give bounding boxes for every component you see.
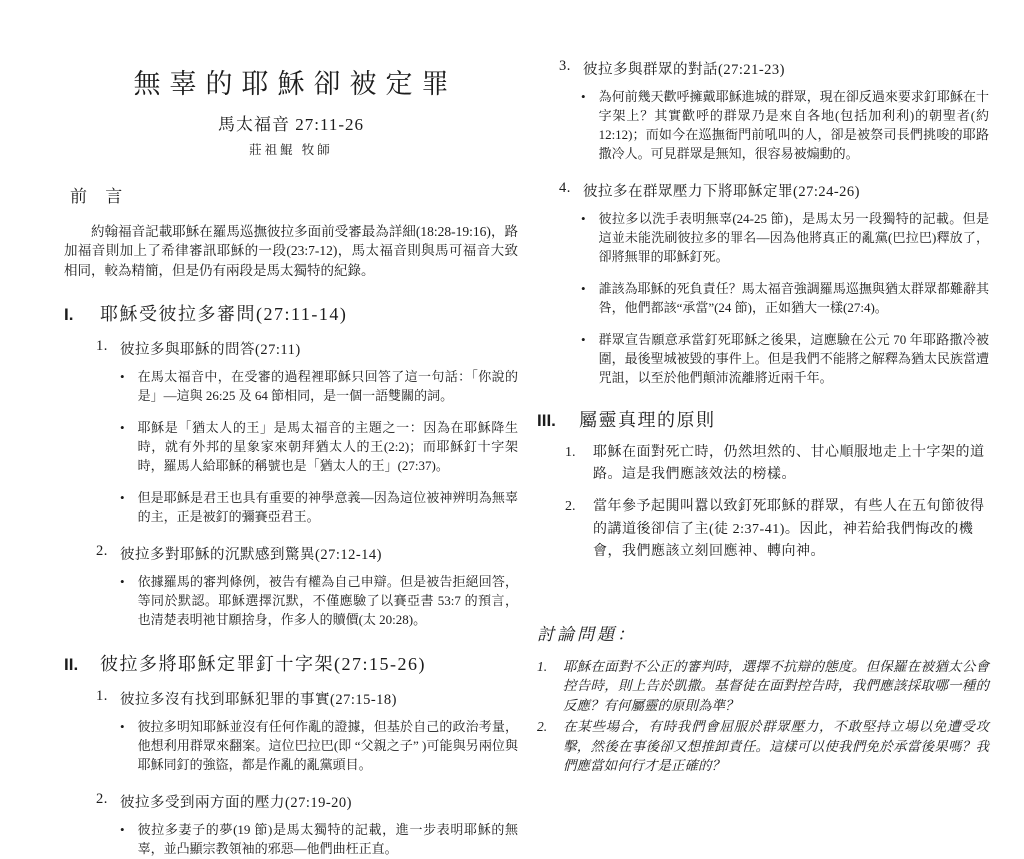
bullet-text: • 彼拉多明知耶穌並沒有任何作亂的證據，但基於自己的政治考量，他想利用群眾來翻案。這位巴拉巴(即 “父親之子” )可能與另兩位與耶穌同釘的強盜，都是作亂的亂黨頭目。 [137, 719, 518, 772]
bullet-item [120, 489, 518, 527]
outline-item-2-2 [96, 791, 518, 859]
bullet-text: • 誰該為耶穌的死負責任？馬太福音強調羅馬巡撫與猶太群眾都難辭其咎，他們都該“承當”(24 節)，正如猶大一樣(27:4)。 [598, 280, 989, 315]
section-1-title: 耶穌受彼拉多審問(27:11-14) [100, 304, 348, 325]
item-title: 彼拉多在群眾壓力下將耶穌定罪(27:24-26) [583, 183, 861, 200]
left-column [64, 62, 518, 859]
bullet-item [581, 88, 989, 164]
item-heading [559, 58, 989, 79]
bullet-text: • 但是耶穌是君王也具有重要的神學意義—因為這位被神辨明為無辜的主，正是被釘的彌賽亞君王。 [137, 490, 518, 525]
item-heading [96, 543, 518, 564]
item-number: 1. [96, 688, 108, 704]
outline-item-2-1 [96, 688, 518, 775]
principle-text: 當年參予起閧叫囂以致釘死耶穌的群眾，有些人在五旬節彼得的講道後卻信了主(徒 2:37-41)。因此，神若給我們悔改的機會，我們應該立刻回應神、轉向神。 [593, 499, 985, 560]
section-2-title: 彼拉多將耶穌定罪釘十字架(27:15-26) [100, 654, 426, 674]
outline-item-1-2 [96, 543, 518, 630]
preface-paragraph: 約翰福音記載耶穌在羅馬巡撫彼拉多面前受審最為詳細(18:28-19:16)，路加福音則加上了希律審訊耶穌的一段(23:7-12)，馬太福音則與馬可福音大致相同，較為精簡，但是仍有兩段是馬太獨特的紀錄。 [64, 224, 518, 278]
bullet-item [581, 280, 989, 318]
section-2-continued [537, 58, 989, 388]
right-column [537, 58, 989, 776]
discussion-heading: 討論問題： [537, 624, 637, 644]
bullet-text: • 彼拉多以洗手表明無辜(24-25 節)，是馬太另一段獨特的記載。但是這並未能洗刷彼拉多的罪名—因為他將真正的亂黨(巴拉巴)釋放了，卻將無罪的耶穌釘死。 [598, 210, 989, 264]
question-number: 1. [537, 658, 548, 674]
question-text: 在某些場合，有時我們會屈服於群眾壓力，不敢堅持立場以免遭受攻擊，然後在事後卻又想推卸責任。這樣可以使我們免於承當後果嗎？我們應當如何行才是正確的？ [563, 719, 989, 774]
question-number: 2. [537, 719, 548, 735]
outline-item-1-1 [96, 338, 518, 527]
section-2-heading [64, 650, 518, 676]
item-title: 彼拉多受到兩方面的壓力(27:19-20) [120, 794, 353, 811]
principle-item [565, 442, 989, 487]
principle-number: 1. [565, 444, 576, 460]
bullet-item [581, 331, 989, 388]
item-number: 3. [559, 58, 571, 74]
bullet-text: • 為何前幾天歡呼擁戴耶穌進城的群眾，現在卻反過來要求釘耶穌在十字架上？其實歡呼的群眾乃是來自各地(包括加利利)的朝聖者(約 12:12)；而如今在巡撫衙門前吼叫的人，卻是被祭司長們挑唆的耶路撒冷人。可見群眾是無知，很容易被煽動的。 [598, 89, 989, 161]
bullet-item [120, 573, 518, 630]
item-title: 彼拉多與耶穌的問答(27:11) [120, 342, 301, 359]
bullet-text: • 群眾宣告願意承當釘死耶穌之後果，這應驗在公元 70 年耶路撒冷被圍，最後聖城被毀的事件上。但是我們不能將之解釋為猶太民族當遭咒詛，以至於他們顛沛流離將近兩千年。 [598, 331, 989, 385]
bullet-text: • 在馬太福音中，在受審的過程裡耶穌只回答了這一句話：「你說的是」—這與 26:25 及 64 節相同，是一個一語雙關的詞。 [137, 369, 518, 404]
page-subtitle: 馬太福音 27:11-26 [217, 115, 364, 134]
item-title: 彼拉多與群眾的對話(27:21-23) [583, 62, 786, 78]
preface-heading: 前 言 [70, 187, 130, 206]
item-title: 彼拉多沒有找到耶穌犯罪的事實(27:15-18) [120, 692, 398, 708]
item-title: 彼拉多對耶穌的沉默感到驚異(27:12-14) [120, 547, 383, 564]
section-1-numeral: I. [64, 305, 74, 325]
discussion-section [537, 620, 989, 776]
section-3-numeral: III. [537, 410, 556, 430]
discussion-question-list [537, 657, 989, 776]
item-heading [96, 338, 518, 359]
section-3 [537, 406, 989, 564]
bullet-text: • 依據羅馬的審判條例，被告有權為自己申辯。但是被告拒絕回答，等同於默認。耶穌選擇沉默，不僅應驗了以賽亞書 53:7 的預言，也清楚表明祂甘願捨身，作多人的贖價(太 20:28)。 [137, 574, 518, 628]
outline-item-2-4 [559, 180, 989, 388]
item-number: 2. [96, 543, 108, 560]
section-2-numeral: II. [64, 655, 79, 674]
item-heading [96, 791, 518, 812]
principle-text: 耶穌在面對死亡時，仍然坦然的、甘心順服地走上十字架的道路。這是我們應該效法的榜樣。 [593, 444, 985, 483]
discussion-question [537, 717, 989, 776]
page-author: 莊祖鯤 牧師 [249, 143, 333, 157]
bullet-text: • 耶穌是「猶太人的王」是馬太福音的主題之一：因為在耶穌降生時，就有外邦的星象家來朝拜猶太人的王(2:2)；而耶穌釘十字架時，羅馬人給耶穌的稱號也是「猶太人的王」(27:37)。 [137, 420, 518, 474]
item-number: 2. [96, 790, 108, 807]
bullet-item [120, 718, 518, 775]
section-2 [64, 650, 518, 859]
outline-item-2-3 [559, 58, 989, 164]
bullet-item [120, 821, 518, 859]
bullet-item [120, 419, 518, 476]
item-number: 4. [559, 179, 571, 196]
page-title: 無辜的耶穌卻被定罪 [133, 69, 458, 99]
section-1-heading [64, 300, 518, 326]
item-number: 1. [96, 338, 108, 355]
bullet-item [120, 368, 518, 406]
section-3-title: 屬靈真理的原則 [579, 409, 716, 430]
principle-item [565, 496, 989, 563]
section-3-heading [537, 406, 989, 432]
item-heading [559, 180, 989, 201]
principle-number: 2. [565, 499, 576, 515]
question-text: 耶穌在面對不公正的審判時，選擇不抗辯的態度。但保羅在被猶太公會控告時，則上告於凱撒。基督徒在面對控告時，我們應該採取哪一種的反應？有何屬靈的原則為準？ [563, 658, 989, 713]
section-1 [64, 300, 518, 630]
item-heading [96, 688, 518, 709]
bullet-text: • 彼拉多妻子的夢(19 節)是馬太獨特的記載，進一步表明耶穌的無辜，並凸顯宗教領袖的邪惡—他們曲枉正直。 [137, 821, 518, 856]
discussion-question [537, 657, 989, 716]
bullet-item [581, 210, 989, 267]
